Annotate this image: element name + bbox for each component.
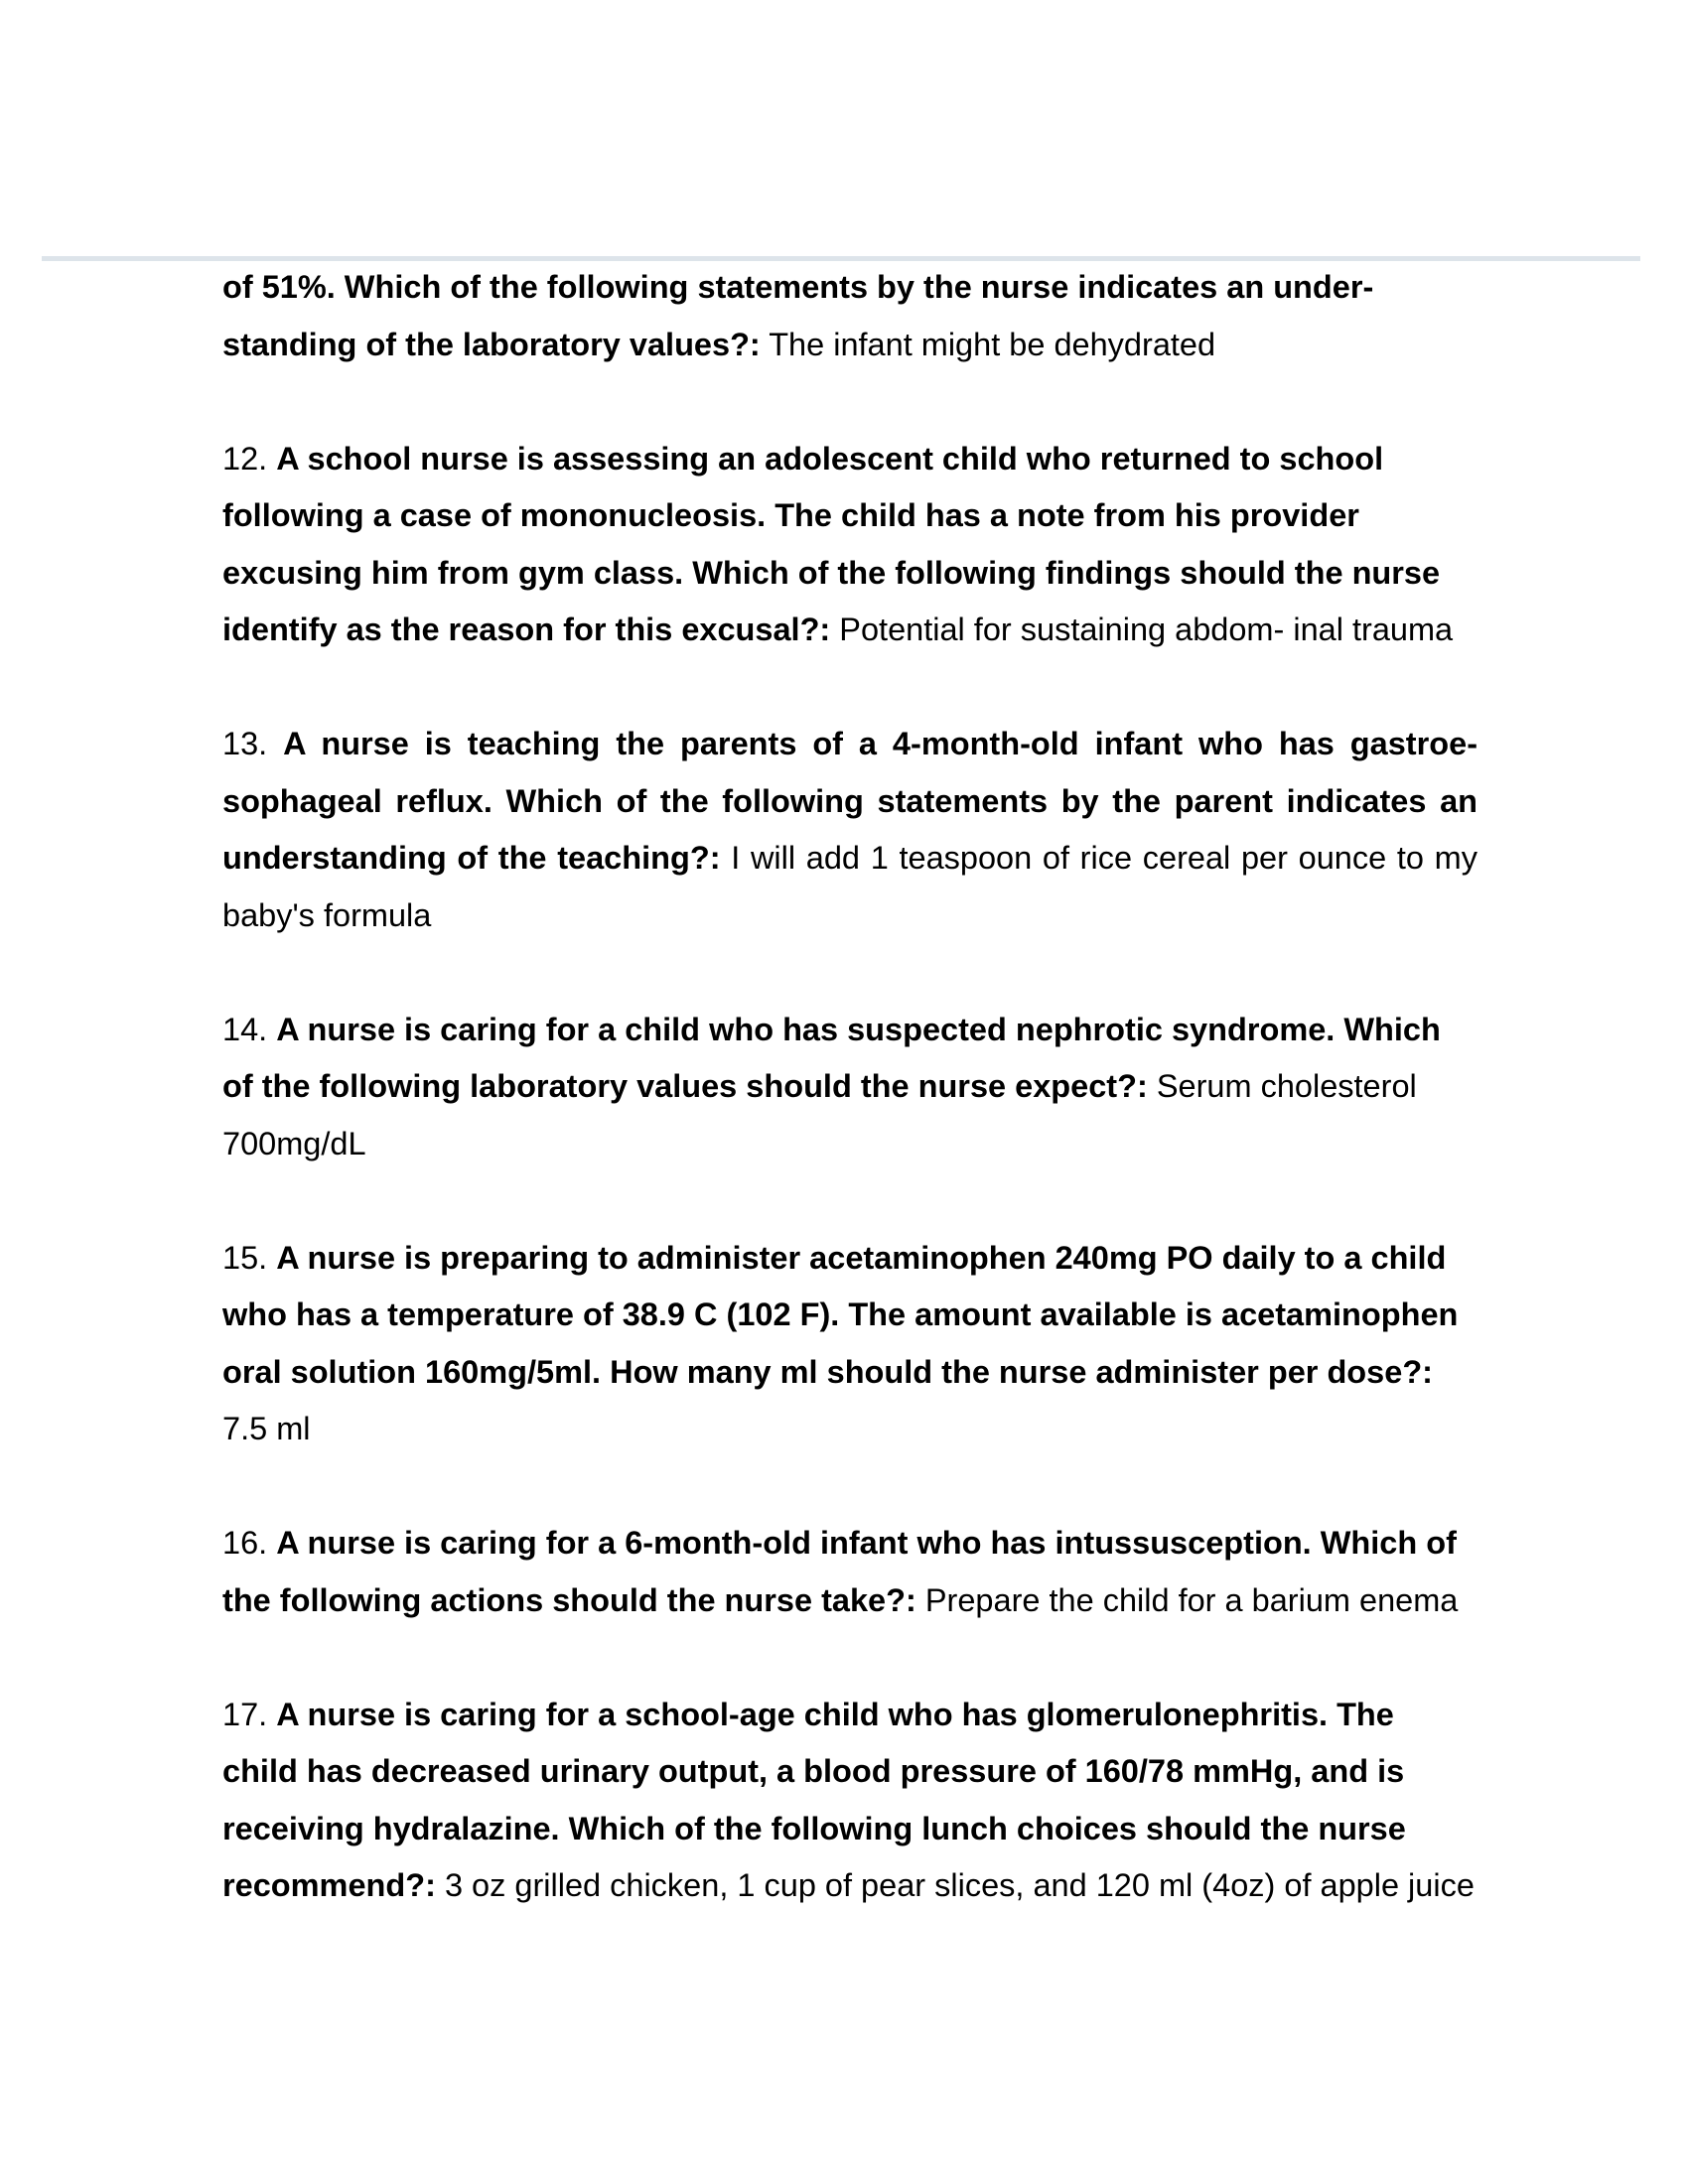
qa-item-12	[222, 431, 1477, 659]
question-text: A nurse is caring for a 6-month-old infant who has intussusception. Which of the following actions should the nurse take?:	[222, 1525, 1457, 1618]
qa-item-17	[222, 1687, 1477, 1915]
question-number: 13.	[222, 726, 268, 761]
qa-item-11-continued	[222, 259, 1477, 373]
qa-item-16	[222, 1515, 1477, 1629]
answer-text: Prepare the child for a barium enema	[924, 1581, 1459, 1618]
question-number: 17.	[222, 1696, 268, 1732]
answer-text: The infant might be dehydrated	[769, 326, 1216, 362]
question-text: A nurse is teaching the parents of a 4-month-old infant who has gastroe- sophageal reflux. Which of the following statements by the parent indicates an understanding of the teaching?:	[222, 726, 1478, 876]
question-number: 15.	[222, 1239, 268, 1276]
question-text: of 51%. Which of the following statements by the nurse indicates an under- standing of the laboratory values?:	[222, 269, 1374, 362]
answer-text: I will add 1 teaspoon of rice cereal per ounce to my baby's formula	[222, 840, 1477, 933]
answer-text: 3 oz grilled chicken, 1 cup of pear slices, and 120 ml (4oz) of apple juice	[444, 1867, 1475, 1903]
qa-item-15	[222, 1230, 1477, 1458]
question-text: A school nurse is assessing an adolescent child who returned to school following a case of mononucleosis. The child has a note from his provider excusing him from gym class. Which of the following findings should the nurse identify as the reason for this excusal?:	[222, 440, 1441, 647]
question-number: 16.	[222, 1525, 268, 1561]
question-text: A nurse is preparing to administer acetaminophen 240mg PO daily to a child who has a temperature of 38.9 C (102 F). The amount available is acetaminophen oral solution 160mg/5ml. How many ml should the nurse administer per dose?:	[222, 1239, 1459, 1390]
question-number: 14.	[222, 1011, 268, 1047]
answer-text: Potential for sustaining abdom- inal trauma	[839, 612, 1454, 647]
question-text: A nurse is caring for a child who has suspected nephrotic syndrome. Which of the following laboratory values should the nurse expect?:	[222, 1011, 1441, 1104]
qa-item-14	[222, 1002, 1477, 1173]
document-body	[222, 259, 1477, 1972]
answer-text: Serum cholesterol 700mg/dL	[222, 1068, 1417, 1161]
question-number: 12.	[222, 440, 268, 477]
answer-text: 7.5 ml	[222, 1411, 311, 1446]
qa-item-13	[222, 716, 1477, 944]
question-text: A nurse is caring for a school-age child who has glomerulonephritis. The child has decreased urinary output, a blood pressure of 160/78 mmHg, and is receiving hydralazine. Which of the following lunch choices should the nurse recommend?:	[222, 1696, 1406, 1903]
